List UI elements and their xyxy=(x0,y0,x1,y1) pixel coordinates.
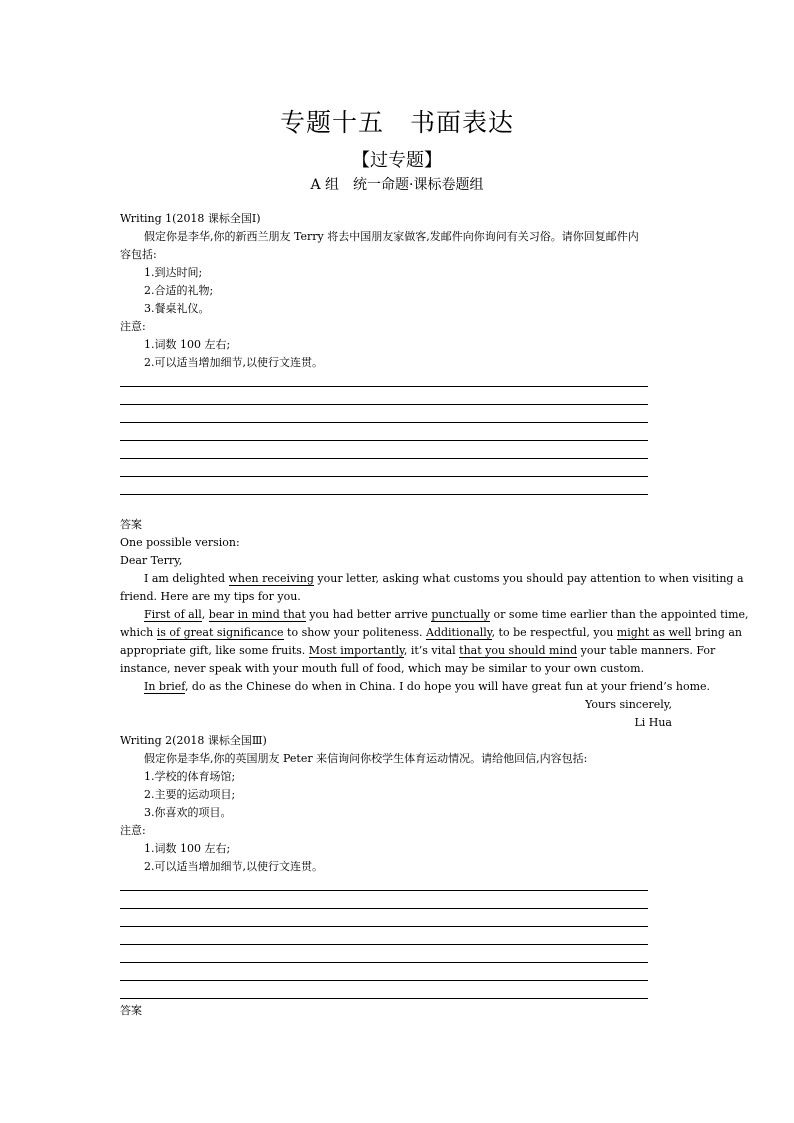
writing1-item: 2.合适的礼物; xyxy=(144,284,214,297)
writing1-prompt-line2: 容包括: xyxy=(120,248,157,261)
writing2-note-label: 注意: xyxy=(120,824,146,837)
text: bring an xyxy=(691,626,743,639)
answer1-p2-line1 xyxy=(144,606,749,624)
text: I am delighted xyxy=(144,572,229,585)
answer-rule xyxy=(120,926,648,927)
answer-rule xyxy=(120,908,648,909)
writing1-item: 3.餐桌礼仪。 xyxy=(144,302,210,315)
answer1-version: One possible version: xyxy=(120,536,240,549)
answer-rule xyxy=(120,980,648,981)
answer1-p2-line2 xyxy=(120,624,743,642)
underlined-phrase: First of all xyxy=(144,608,202,621)
writing1-item: 1.到达时间; xyxy=(144,266,203,279)
text: , it’s vital xyxy=(403,644,460,657)
writing1-heading: Writing 1(2018 课标全国Ⅰ) xyxy=(120,212,261,225)
answer-rule xyxy=(120,944,648,945)
answer-rule xyxy=(120,458,648,459)
text: appropriate gift, like some fruits. xyxy=(120,644,309,657)
underlined-phrase: is of great significance xyxy=(156,626,284,639)
underlined-phrase: punctually xyxy=(431,608,491,621)
answer-rule xyxy=(120,386,648,387)
answer1-p2-line3 xyxy=(120,642,716,660)
text: , do as the Chinese do when in China. I do hope you will have great fun at your friend’s home. xyxy=(184,680,711,693)
writing2-item: 3.你喜欢的项目。 xyxy=(144,806,232,819)
answer-rule xyxy=(120,476,648,477)
answer1-greeting: Dear Terry, xyxy=(120,554,183,567)
text: your letter, asking what customs you should pay attention to when visiting a xyxy=(313,572,744,585)
answer1-p1-line1 xyxy=(144,570,744,588)
writing2-heading: Writing 2(2018 课标全国Ⅲ) xyxy=(120,734,267,747)
answer1-signature: Li Hua xyxy=(634,716,672,729)
text: you had better arrive xyxy=(305,608,432,621)
answer-rule xyxy=(120,998,648,999)
answer1-p2-line4: instance, never speak with your mouth full of food, which may be similar to your own custom. xyxy=(120,662,645,675)
answer1-label: 答案 xyxy=(120,518,142,531)
writing2-item: 2.主要的运动项目; xyxy=(144,788,236,801)
underlined-phrase: when receiving xyxy=(228,572,314,585)
underlined-phrase: Most importantly xyxy=(308,644,404,657)
writing2-prompt: 假定你是李华,你的英国朋友 Peter 来信询问你校学生体育运动情况。请给他回信,内容包括: xyxy=(144,752,588,765)
writing2-item: 1.学校的体育场馆; xyxy=(144,770,236,783)
answer2-label: 答案 xyxy=(120,1004,142,1017)
answer1-p3 xyxy=(144,678,711,696)
writing1-note: 2.可以适当增加细节,以使行文连贯。 xyxy=(144,356,323,369)
writing2-note: 2.可以适当增加细节,以使行文连贯。 xyxy=(144,860,323,873)
text: your table manners. For xyxy=(577,644,716,657)
text: which xyxy=(120,626,157,639)
answer-rule xyxy=(120,890,648,891)
answer-rule xyxy=(120,422,648,423)
answer1-p1-line2: friend. Here are my tips for you. xyxy=(120,590,301,603)
answer-rule xyxy=(120,440,648,441)
answer1-closing: Yours sincerely, xyxy=(585,698,672,711)
page-title: 专题十五 书面表达 xyxy=(279,108,514,137)
text: or some time earlier than the appointed time, xyxy=(490,608,749,621)
writing2-note: 1.词数 100 左右; xyxy=(144,842,231,855)
section-subtitle: 【过专题】 xyxy=(352,150,442,171)
writing1-note-label: 注意: xyxy=(120,320,146,333)
group-heading: A 组 统一命题·课标卷题组 xyxy=(310,177,484,193)
text: , to be respectful, you xyxy=(491,626,617,639)
underlined-phrase: Additionally xyxy=(426,626,492,639)
writing1-prompt-line1: 假定你是李华,你的新西兰朋友 Terry 将去中国朋友家做客,发邮件向你询问有关习俗。请你回复邮件内 xyxy=(144,230,639,243)
answer-rule xyxy=(120,494,648,495)
answer-rule xyxy=(120,404,648,405)
underlined-phrase: that you should mind xyxy=(459,644,578,657)
answer-rule xyxy=(120,962,648,963)
underlined-phrase: In brief xyxy=(144,680,185,693)
text: , xyxy=(201,608,209,621)
underlined-phrase: might as well xyxy=(616,626,692,639)
text: to show your politeness. xyxy=(283,626,427,639)
writing1-note: 1.词数 100 左右; xyxy=(144,338,231,351)
underlined-phrase: bear in mind that xyxy=(208,608,306,621)
